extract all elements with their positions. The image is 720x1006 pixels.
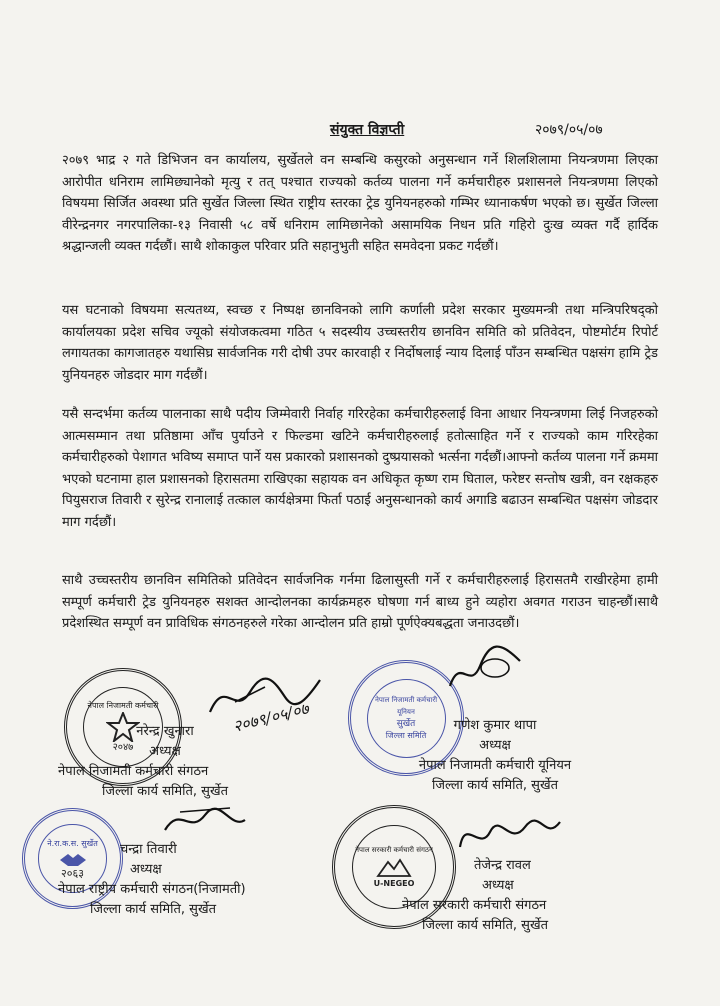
signatory-name: गणेश कुमार थापा [453, 718, 537, 733]
seal-text: ने.रा.क.स. सुर्खेत [47, 838, 98, 848]
signatory-name: चन्द्रा तिवारी [120, 842, 177, 857]
signatory-block-1 [60, 722, 270, 802]
signature [445, 636, 525, 696]
seal-text: नेपाल सरकारी कर्मचारी संगठन [355, 846, 433, 854]
signatory-committee: जिल्ला कार्य समिति, सुर्खेत [422, 918, 549, 933]
signatory-org: नेपाल निजामती कर्मचारी यूनियन [418, 758, 572, 773]
signatory-block-4 [402, 856, 612, 936]
seal-text-mid: सुर्खेत [396, 719, 416, 729]
seal-text: नेपाल निजामती कर्मचारी [87, 700, 159, 710]
signatory-committee: जिल्ला कार्य समिति, सुर्खेत [431, 778, 558, 793]
signatory-role: अध्यक्ष [149, 744, 181, 759]
paragraph-3: यसै सन्दर्भमा कर्तव्य पालनाका साथै पदीय जिम्मेवारी निर्वाह गरिरहेका कर्मचारीहरुलाई विना आधार नियन्त्रणमा लिई निजहरुको आत्मसम्मान तथा प्रतिष्ठामा आँच पुर्याउने र फिल्डमा खटिने कर्मचारीहरुलाई हतोत्साहित गर्ने र राज्यको काम गरिरहेका कर्मचारीहरुको पेशागत भविष्य समाप्त पार्ने यस प्रकारको प्रशासनको दुष्प्रयासको भर्त्सना गर्दछौं।आफ्नो कर्तव्य पालना गर्ने क्रममा भएको घटनामा हाल प्रशासनको हिरासतमा राखिएका सहायक वन अधिकृत कृष्ण राम घिताल, फरेष्टर सन्तोष खत्री, वन रक्षकहरु पियुसराज तिवारी र सुरेन्द्र रानालाई तत्काल कार्यक्षेत्रमा फिर्ता पठाई अनुसन्धानको कार्य अगाडि बढाउन सम्बन्धित पक्षसंग जोडदार माग गर्दछौं। [62, 407, 658, 530]
signature [455, 812, 565, 857]
seal-text: नेपाल निजामती कर्मचारी यूनियन [374, 696, 438, 716]
signatory-role: अध्यक्ष [130, 862, 162, 877]
signatory-org: नेपाल सरकारी कर्मचारी संगठन [402, 898, 547, 913]
signatory-committee: जिल्ला कार्य समिति, सुर्खेत [101, 784, 228, 799]
seal-text-mid: U-NEGEO [373, 879, 415, 888]
signatory-org: नेपाल राष्ट्रीय कर्मचारी संगठन(निजामती) [58, 882, 246, 897]
signatory-org: नेपाल निजामती कर्मचारी संगठन [58, 764, 209, 779]
signatory-name: तेजेन्द्र रावल [474, 858, 531, 873]
document-date: २०७९/०५/०७ [535, 122, 603, 138]
signatory-block-3 [60, 840, 300, 920]
signatory-role: अध्यक्ष [479, 738, 511, 753]
document-header [0, 120, 720, 144]
signatory-role: अध्यक्ष [482, 878, 514, 893]
paragraph-1: २०७९ भाद्र २ गते डिभिजन वन कार्यालय, सुर्खेतले वन सम्बन्धि कसुरको अनुसन्धान गर्ने शिलशिलामा नियन्त्रणमा लिएका आरोपीत धनिराम लामिछ्यानेको मृत्यु र तत् पश्चात राज्यको कर्तव्य पालना गर्ने कर्मचारीहरु प्रशासनले नियन्त्रणमा लिएको विषयमा सिर्जित अवस्था प्रति सुर्खेत जिल्ला स्थित राष्ट्रीय स्तरका ट्रेड युनियनहरुको गम्भिर ध्यानाकर्षण भएको छ। सुर्खेत जिल्ला वीरेन्द्रनगर नगरपालिका-१३ निवासी ५८ वर्षे धनिराम लामिछानेको असामयिक निधन प्रति गहिरो दुःख व्यक्त गर्दै हार्दिक श्रद्धान्जली व्यक्त गर्दछौं। साथै शोकाकुल परिवार प्रति सहानुभुती सहित समवेदना प्रकट गर्दछौं। [62, 153, 658, 254]
handwritten-date: २०७९/०५/०७ [230, 698, 311, 737]
seal-year: २०६३ [61, 866, 84, 880]
seal-year: २०४७ [112, 741, 134, 753]
signatory-name: नरेन्द्र खुनारा [136, 724, 194, 739]
paragraph-4: साथै उच्चस्तरीय छानविन समितिको प्रतिवेदन सार्वजनिक गर्नमा ढिलासुस्ती गर्ने र कर्मचारीहरुलाई हिरासतमै राखीरहेमा हामी सम्पूर्ण कर्मचारी ट्रेड युनियनहरु सशक्त आन्दोलनका कार्यक्रमहरु घोषणा गर्न बाध्य हुने व्यहोरा अवगत गराउन चाहन्छौं।साथै प्रदेशस्थित सम्पूर्ण वन प्राविधिक संगठनहरुले गरेका आन्दोलन प्रति हाम्रो पूर्णऐक्यबद्धता जनाउदछौं। [62, 573, 658, 631]
document-title: संयुक्त विज्ञप्ती [330, 122, 405, 138]
mountain-icon [376, 856, 412, 878]
paragraph-2: यस घटनाको विषयमा सत्यतथ्य, स्वच्छ र निष्पक्ष छानविनको लागि कर्णाली प्रदेश सरकार मुख्यमन्त्री तथा मन्त्रिपरिषद्को कार्यालयका प्रदेश सचिव ज्यूको संयोजकत्वमा गठित ५ सदस्यीय उच्चस्तरीय छानविन समिति को प्रतिवेदन, पोष्टमोर्टम रिपोर्ट लगायतका कागजातहरु यथासिघ्र सार्वजनिक गरी दोषी उपर कारवाही र निर्दोषलाई न्याय दिलाई पाँउन सम्बन्धित पक्षसंग हामि ट्रेड युनियनहरु जोडदार माग गर्दछौं। [62, 303, 658, 383]
seal-text-bottom: जिल्ला समिति [385, 731, 427, 740]
signature [160, 800, 250, 840]
signatory-committee: जिल्ला कार्य समिति, सुर्खेत [90, 902, 217, 917]
signatory-block-2 [410, 716, 580, 796]
